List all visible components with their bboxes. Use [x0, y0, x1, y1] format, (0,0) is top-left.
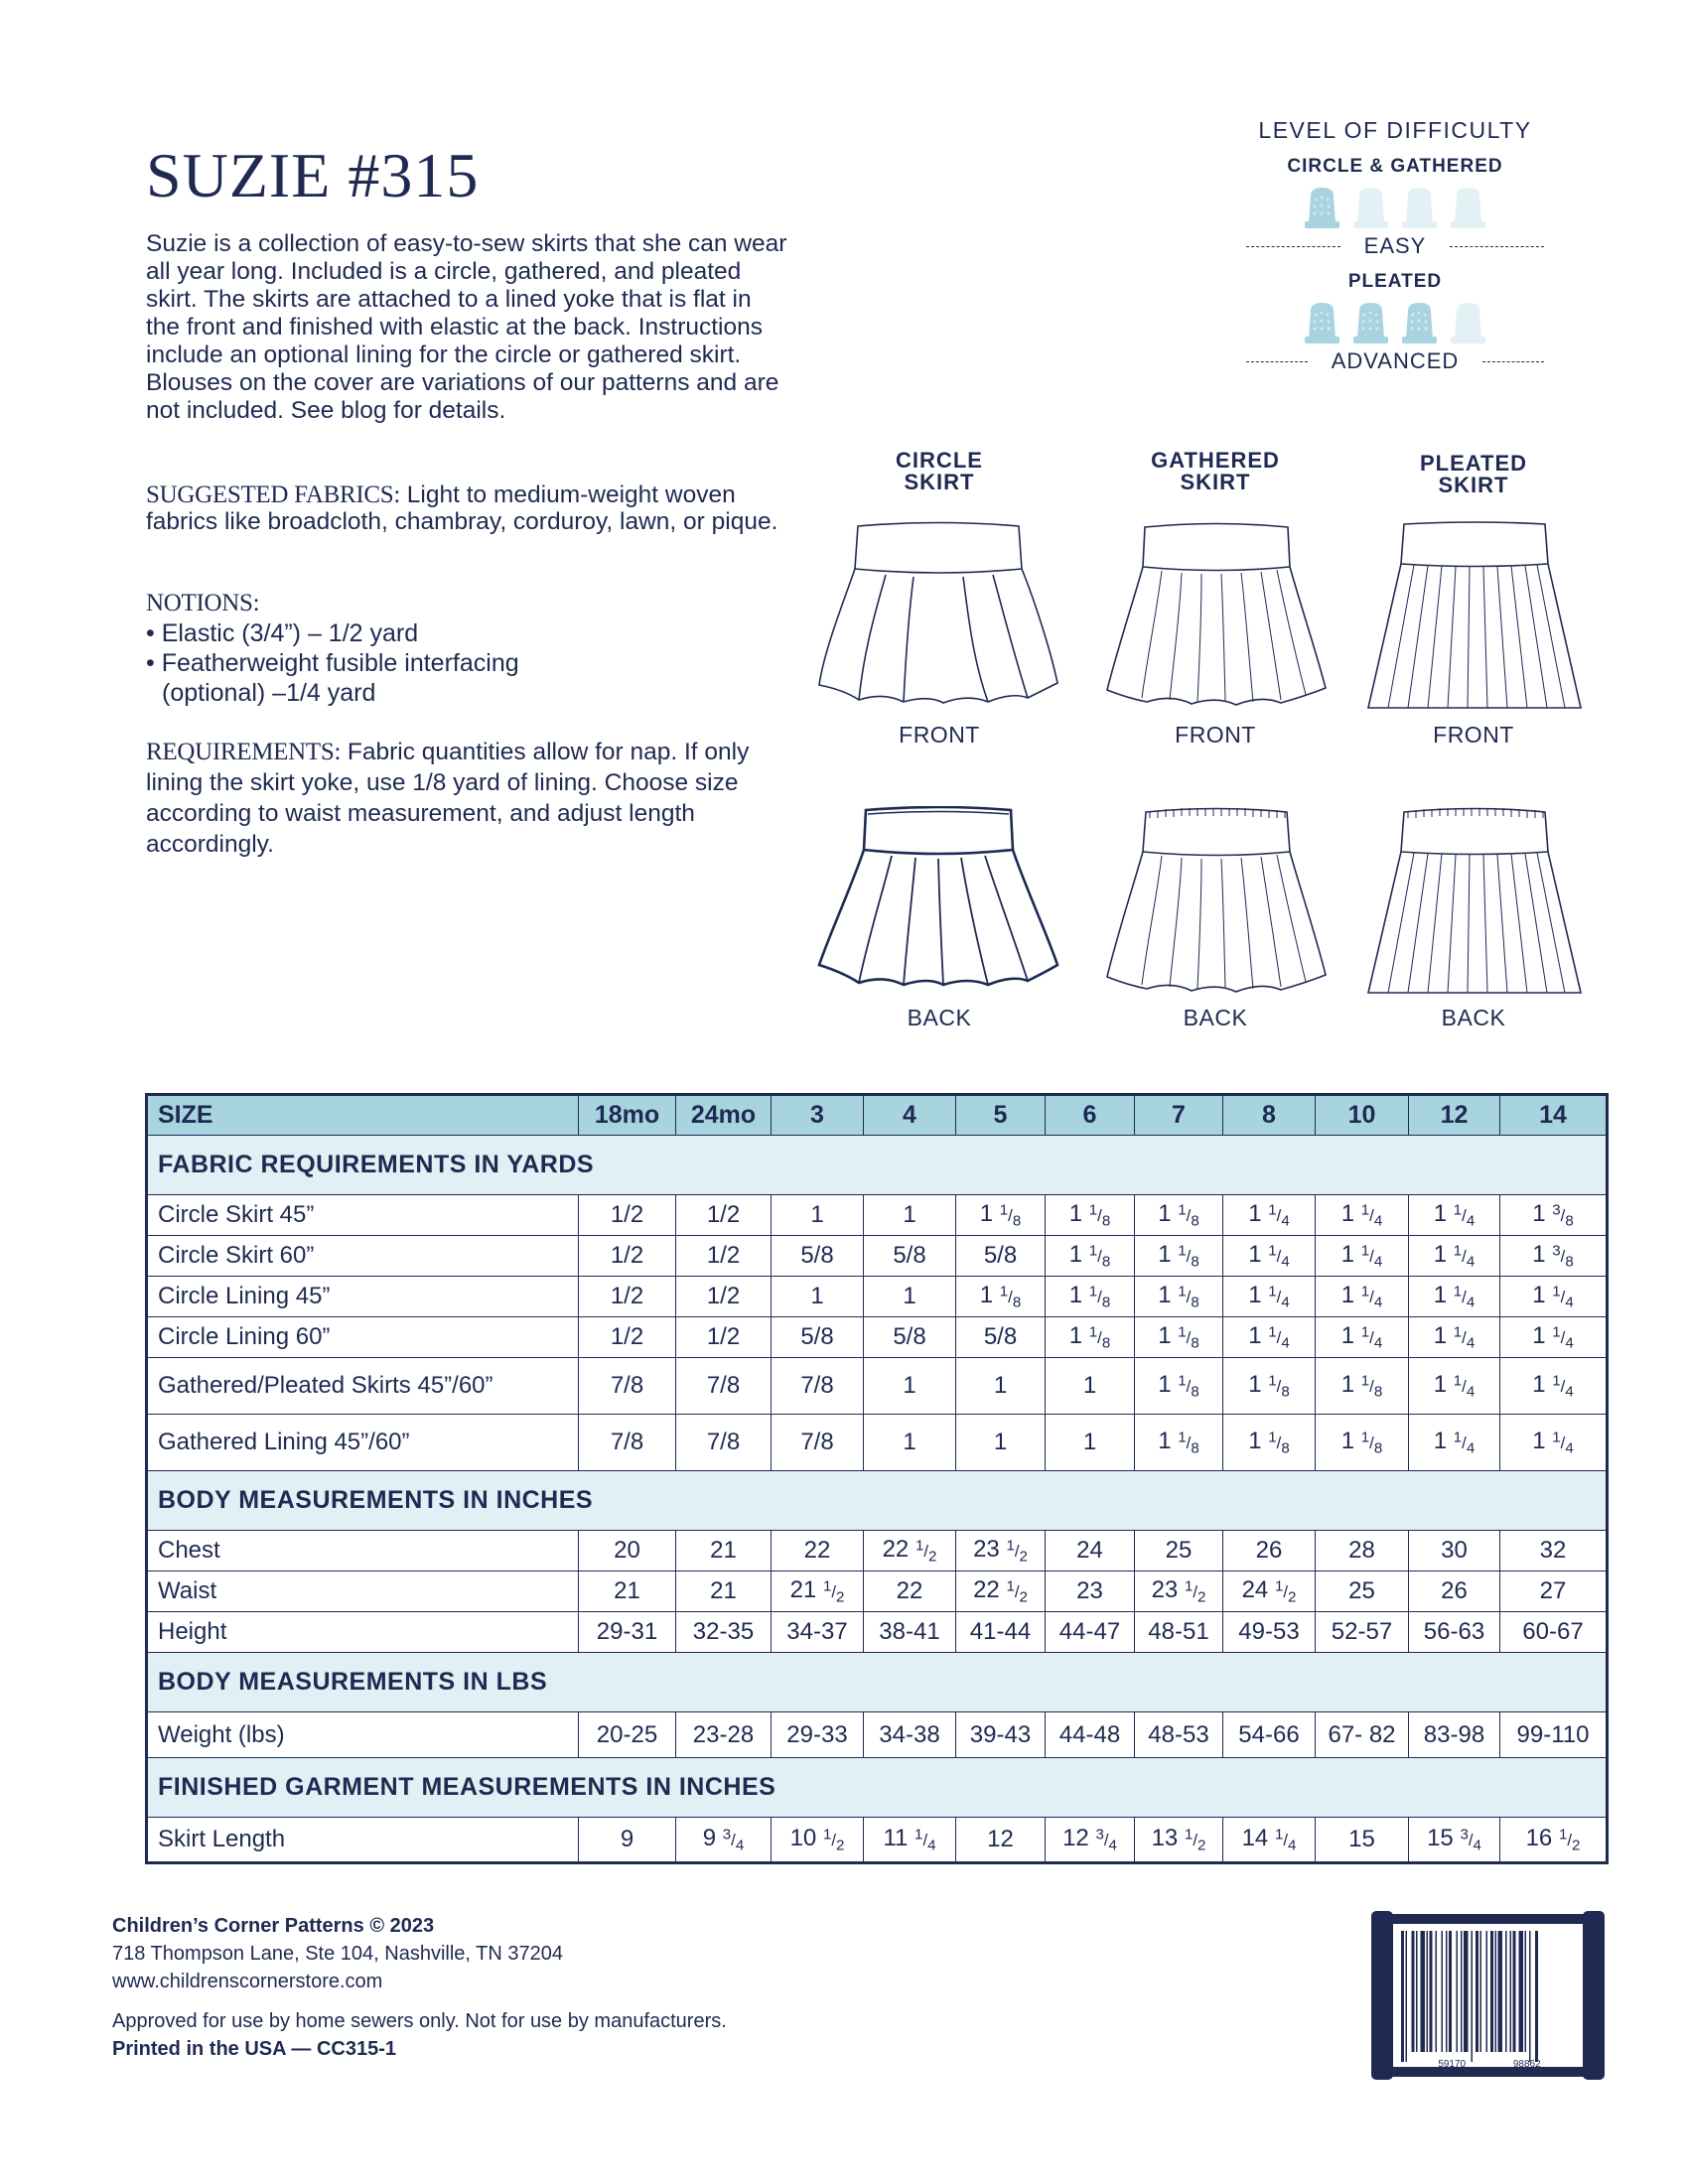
table-cell: 23 $^1/_2$: [956, 1531, 1046, 1571]
section-row: [147, 1758, 1608, 1818]
table-cell: 7/8: [676, 1415, 772, 1471]
table-cell: 60-67: [1500, 1612, 1608, 1653]
row-label: Weight (lbs): [147, 1712, 579, 1758]
section-title: FINISHED GARMENT MEASUREMENTS IN INCHES: [147, 1758, 1608, 1818]
page-title: SUZIE #315: [146, 140, 480, 210]
barcode-bar: [1490, 1931, 1493, 2052]
table-cell: 27: [1500, 1571, 1608, 1612]
table-cell: 1: [864, 1195, 956, 1236]
circle-skirt-front-illustration: [814, 521, 1062, 720]
table-row: [147, 1277, 1608, 1317]
table-cell: 1 $^1/_4$: [1500, 1415, 1608, 1471]
row-label: Circle Lining 45”: [147, 1277, 579, 1317]
barcode-bar: [1525, 1931, 1527, 2052]
table-cell: 5/8: [772, 1317, 864, 1358]
thimble-filled-icon: [1399, 301, 1440, 344]
barcode-digit-group: 4: [1588, 2059, 1594, 2070]
barcode-bar: [1421, 1931, 1426, 2052]
barcode-digit-group: 7: [1385, 2059, 1391, 2070]
table-cell: 1 $^1/_8$: [956, 1277, 1046, 1317]
table-row: [147, 1712, 1608, 1758]
table-cell: 1: [1046, 1415, 1135, 1471]
pleated-skirt-back-illustration: [1360, 806, 1589, 1005]
skirt-heading-line: GATHERED: [1151, 448, 1280, 473]
thimble-empty-icon: [1448, 301, 1488, 344]
table-cell: 1 $^1/_4$: [1500, 1277, 1608, 1317]
size-header-cell: 4: [864, 1095, 956, 1136]
size-header-cell: 14: [1500, 1095, 1608, 1136]
barcode-bar: [1480, 1931, 1482, 2052]
barcode-digit-group: 59170: [1438, 2059, 1467, 2070]
barcode-bar: [1519, 1931, 1524, 2052]
barcode-bar: [1446, 1931, 1448, 2052]
difficulty-level-text: EASY: [1363, 233, 1427, 258]
size-header-cell: 10: [1316, 1095, 1409, 1136]
table-cell: 15 $^3/_4$: [1409, 1818, 1500, 1863]
table-cell: 1 $^1/_4$: [1500, 1358, 1608, 1415]
barcode-bar: [1529, 1931, 1531, 2062]
table-cell: 1 $^1/_8$: [1135, 1236, 1223, 1277]
table-cell: 1 $^1/_8$: [1135, 1358, 1223, 1415]
table-cell: 16 $^1/_2$: [1500, 1818, 1608, 1863]
table-cell: 9: [579, 1818, 676, 1863]
table-cell: 1 $^1/_8$: [1046, 1195, 1135, 1236]
skirt-view-label: FRONT: [1175, 722, 1256, 748]
table-cell: 7/8: [676, 1358, 772, 1415]
table-cell: 1 $^1/_4$: [1223, 1236, 1316, 1277]
table-cell: 20-25: [579, 1712, 676, 1758]
barcode-bar: [1401, 1931, 1404, 2062]
row-label: Height: [147, 1612, 579, 1653]
skirt-heading-line: SKIRT: [904, 470, 975, 494]
table-cell: 23: [1046, 1571, 1135, 1612]
table-cell: 1: [864, 1277, 956, 1317]
table-cell: 1 $^3/_8$: [1500, 1195, 1608, 1236]
publisher-website: www.childrenscornerstore.com: [112, 1971, 383, 1992]
circle-skirt-back-illustration: [814, 806, 1062, 1005]
table-cell: 49-53: [1223, 1612, 1316, 1653]
barcode-bar: [1476, 1931, 1478, 2052]
barcode-bar: [1505, 1931, 1507, 2052]
barcode-bar: [1427, 1931, 1429, 2052]
table-cell: 1: [772, 1277, 864, 1317]
notions: [146, 589, 791, 708]
table-cell: 1 $^1/_8$: [1046, 1236, 1135, 1277]
barcode-bar: [1535, 1931, 1538, 2062]
table-cell: 25: [1316, 1571, 1409, 1612]
row-label: Waist: [147, 1571, 579, 1612]
size-header-cell: 24mo: [676, 1095, 772, 1136]
table-cell: 1 $^1/_8$: [1046, 1277, 1135, 1317]
table-cell: 1 $^1/_4$: [1409, 1277, 1500, 1317]
thimble-filled-icon: [1302, 186, 1342, 229]
table-cell: 39-43: [956, 1712, 1046, 1758]
skirt-heading-gathered: [1116, 450, 1315, 493]
notions-item: • Featherweight fusible interfacing: [146, 649, 519, 677]
table-cell: 5/8: [864, 1236, 956, 1277]
row-label: Gathered Lining 45”/60”: [147, 1415, 579, 1471]
table-cell: 1: [864, 1358, 956, 1415]
table-cell: 1 $^1/_4$: [1223, 1317, 1316, 1358]
difficulty-level-text: ADVANCED: [1331, 348, 1460, 373]
table-row: [147, 1818, 1608, 1863]
table-cell: 21 $^1/_2$: [772, 1571, 864, 1612]
row-label: Circle Skirt 60”: [147, 1236, 579, 1277]
table-cell: 1 $^1/_8$: [1223, 1358, 1316, 1415]
skirt-view-label: BACK: [1441, 1005, 1506, 1030]
gathered-skirt-front-illustration: [1102, 521, 1331, 715]
difficulty-group-name: CIRCLE & GATHERED: [1287, 156, 1503, 177]
table-cell: 34-38: [864, 1712, 956, 1758]
table-cell: 41-44: [956, 1612, 1046, 1653]
table-cell: 44-47: [1046, 1612, 1135, 1653]
table-cell: 32-35: [676, 1612, 772, 1653]
thimble-empty-icon: [1350, 186, 1391, 229]
print-info: Printed in the USA — CC315-1: [112, 2038, 396, 2060]
table-cell: 13 $^1/_2$: [1135, 1818, 1223, 1863]
suggested-fabrics-text: Light to medium-weight woven fabrics like broadcloth, chambray, corduroy, lawn, or pique.: [146, 481, 778, 535]
thimble-rating: [1246, 301, 1544, 344]
table-cell: 11 $^1/_4$: [864, 1818, 956, 1863]
size-header-cell: 3: [772, 1095, 864, 1136]
table-cell: 1: [956, 1415, 1046, 1471]
table-cell: 1/2: [579, 1195, 676, 1236]
publisher-name: Children’s Corner Patterns © 2023: [112, 1915, 435, 1937]
size-chart-body: [147, 1136, 1608, 1863]
suggested-fabrics-label: SUGGESTED FABRICS:: [146, 481, 400, 508]
table-cell: 1 $^1/_8$: [956, 1195, 1046, 1236]
table-cell: 1 $^1/_4$: [1409, 1415, 1500, 1471]
thimble-rating: [1246, 186, 1544, 229]
section-title: BODY MEASUREMENTS IN INCHES: [147, 1471, 1608, 1531]
size-header-cell: 7: [1135, 1095, 1223, 1136]
difficulty-group-name: PLEATED: [1347, 271, 1443, 292]
size-header-row: [147, 1095, 1608, 1136]
table-cell: 5/8: [956, 1236, 1046, 1277]
barcode-bar: [1486, 1931, 1488, 2052]
suggested-fabrics: [146, 481, 791, 535]
table-row: [147, 1571, 1608, 1612]
table-cell: 1: [864, 1415, 956, 1471]
skirt-view-label: FRONT: [899, 722, 980, 748]
skirt-view-label: BACK: [907, 1005, 972, 1030]
table-cell: 7/8: [772, 1358, 864, 1415]
section-row: [147, 1471, 1608, 1531]
row-label: Skirt Length: [147, 1818, 579, 1863]
size-header-cell: 12: [1409, 1095, 1500, 1136]
row-label: Circle Skirt 45”: [147, 1195, 579, 1236]
table-cell: 5/8: [772, 1236, 864, 1277]
table-cell: 1 $^1/_8$: [1135, 1277, 1223, 1317]
skirt-heading-circle: [840, 450, 1039, 493]
table-row: [147, 1358, 1608, 1415]
table-cell: 1: [956, 1358, 1046, 1415]
table-cell: 14 $^1/_4$: [1223, 1818, 1316, 1863]
requirements-label: REQUIREMENTS:: [146, 739, 342, 765]
size-chart-table: [145, 1093, 1609, 1864]
table-cell: 1/2: [579, 1317, 676, 1358]
publisher-footer: [112, 1912, 727, 2063]
skirt-view-label: FRONT: [1433, 722, 1514, 748]
table-cell: 21: [676, 1531, 772, 1571]
skirt-heading-line: SKIRT: [1180, 470, 1251, 494]
barcode-bar: [1461, 1931, 1463, 2052]
table-cell: 15: [1316, 1818, 1409, 1863]
table-cell: 44-48: [1046, 1712, 1135, 1758]
table-cell: 26: [1223, 1531, 1316, 1571]
table-cell: 38-41: [864, 1612, 956, 1653]
table-cell: 21: [579, 1571, 676, 1612]
table-cell: 29-33: [772, 1712, 864, 1758]
row-label: Chest: [147, 1531, 579, 1571]
barcode: [1371, 1911, 1605, 2080]
table-cell: 22 $^1/_2$: [864, 1531, 956, 1571]
thimble-empty-icon: [1399, 186, 1440, 229]
table-cell: 20: [579, 1531, 676, 1571]
size-header-cell: 8: [1223, 1095, 1316, 1136]
notions-item: • Elastic (3/4”) – 1/2 yard: [146, 619, 419, 647]
table-cell: 1 $^1/_4$: [1223, 1195, 1316, 1236]
barcode-digits: [1385, 2059, 1594, 2070]
table-cell: 1/2: [579, 1277, 676, 1317]
table-cell: 1 $^1/_4$: [1316, 1236, 1409, 1277]
difficulty-panel: [1246, 117, 1544, 376]
table-cell: 28: [1316, 1531, 1409, 1571]
table-row: [147, 1612, 1608, 1653]
barcode-bar: [1449, 1931, 1452, 2052]
notions-item: (optional) –1/4 yard: [162, 679, 376, 707]
table-cell: 25: [1135, 1531, 1223, 1571]
table-row: [147, 1195, 1608, 1236]
table-cell: 48-51: [1135, 1612, 1223, 1653]
table-cell: 1: [772, 1195, 864, 1236]
size-header-cell: 5: [956, 1095, 1046, 1136]
barcode-bar: [1436, 1931, 1438, 2052]
table-cell: 1/2: [676, 1195, 772, 1236]
table-cell: 12 $^3/_4$: [1046, 1818, 1135, 1863]
skirt-heading-pleated: [1374, 453, 1573, 496]
size-header-cell: 6: [1046, 1095, 1135, 1136]
barcode-bar: [1412, 1931, 1415, 2052]
size-header-label: SIZE: [147, 1095, 579, 1136]
table-cell: 1 $^1/_4$: [1409, 1195, 1500, 1236]
table-row: [147, 1415, 1608, 1471]
section-row: [147, 1136, 1608, 1195]
barcode-bar: [1430, 1931, 1433, 2052]
table-cell: 1 $^1/_8$: [1135, 1195, 1223, 1236]
table-cell: 1 $^1/_8$: [1316, 1358, 1409, 1415]
barcode-bar: [1464, 1931, 1469, 2052]
table-cell: 32: [1500, 1531, 1608, 1571]
difficulty-title: LEVEL OF DIFFICULTY: [1258, 117, 1532, 143]
table-cell: 1 $^1/_8$: [1135, 1415, 1223, 1471]
barcode-bar: [1457, 1931, 1459, 2052]
table-cell: 99-110: [1500, 1712, 1608, 1758]
table-cell: 48-53: [1135, 1712, 1223, 1758]
table-cell: 1 $^1/_8$: [1046, 1317, 1135, 1358]
table-cell: 23 $^1/_2$: [1135, 1571, 1223, 1612]
requirements: [146, 737, 791, 860]
section-title: BODY MEASUREMENTS IN LBS: [147, 1653, 1608, 1712]
section-title: FABRIC REQUIREMENTS IN YARDS: [147, 1136, 1608, 1195]
table-cell: 30: [1409, 1531, 1500, 1571]
table-cell: 67- 82: [1316, 1712, 1409, 1758]
table-cell: 1 $^1/_4$: [1409, 1317, 1500, 1358]
table-cell: 1: [1046, 1358, 1135, 1415]
section-row: [147, 1653, 1608, 1712]
table-cell: 1 $^1/_4$: [1223, 1277, 1316, 1317]
table-cell: 5/8: [956, 1317, 1046, 1358]
table-cell: 22: [772, 1531, 864, 1571]
table-cell: 1 $^1/_8$: [1223, 1415, 1316, 1471]
pleated-skirt-front-illustration: [1360, 521, 1589, 715]
table-cell: 10 $^1/_2$: [772, 1818, 864, 1863]
table-cell: 26: [1409, 1571, 1500, 1612]
table-cell: 54-66: [1223, 1712, 1316, 1758]
table-cell: 21: [676, 1571, 772, 1612]
table-cell: 1 $^1/_4$: [1316, 1195, 1409, 1236]
table-row: [147, 1531, 1608, 1571]
table-cell: 1 $^1/_4$: [1500, 1317, 1608, 1358]
barcode-bar: [1510, 1931, 1512, 2052]
row-label: Circle Lining 60”: [147, 1317, 579, 1358]
table-cell: 22 $^1/_2$: [956, 1571, 1046, 1612]
table-cell: 5/8: [864, 1317, 956, 1358]
skirt-heading-line: CIRCLE: [896, 448, 983, 473]
barcode-bar: [1472, 1931, 1474, 2062]
table-row: [147, 1236, 1608, 1277]
table-cell: 1/2: [676, 1277, 772, 1317]
size-chart: [145, 1093, 1606, 1864]
thimble-filled-icon: [1350, 301, 1391, 344]
difficulty-level-label: [1246, 348, 1544, 376]
table-cell: 23-28: [676, 1712, 772, 1758]
barcode-bar: [1406, 1931, 1408, 2062]
barcode-bar: [1498, 1931, 1503, 2052]
table-cell: 7/8: [579, 1358, 676, 1415]
gathered-skirt-back-illustration: [1102, 806, 1331, 1005]
skirt-heading-line: SKIRT: [1438, 473, 1509, 497]
thimble-filled-icon: [1302, 301, 1342, 344]
table-cell: 1/2: [676, 1317, 772, 1358]
barcode-bar: [1416, 1931, 1418, 2052]
table-cell: 1/2: [676, 1236, 772, 1277]
table-cell: 24 $^1/_2$: [1223, 1571, 1316, 1612]
row-label: Gathered/Pleated Skirts 45”/60”: [147, 1358, 579, 1415]
table-cell: 22: [864, 1571, 956, 1612]
usage-notice: Approved for use by home sewers only. Not for use by manufacturers.: [112, 2010, 727, 2032]
table-row: [147, 1317, 1608, 1358]
publisher-address: 718 Thompson Lane, Ste 104, Nashville, TN 37204: [112, 1943, 564, 1965]
notions-label: NOTIONS:: [146, 590, 260, 616]
table-cell: 1/2: [579, 1236, 676, 1277]
thimble-empty-icon: [1448, 186, 1488, 229]
table-cell: 29-31: [579, 1612, 676, 1653]
barcode-bar: [1513, 1931, 1516, 2052]
table-cell: 1 $^1/_8$: [1135, 1317, 1223, 1358]
table-cell: 1 $^1/_4$: [1316, 1317, 1409, 1358]
barcode-bar: [1495, 1931, 1497, 2052]
skirt-view-label: BACK: [1183, 1005, 1248, 1030]
barcode-digit-group: 98862: [1512, 2059, 1541, 2070]
table-cell: 12: [956, 1818, 1046, 1863]
intro-paragraph: Suzie is a collection of easy-to-sew skirts that she can wear all year long. Included is a circle, gathered, and pleated skirt. The skirts are attached to a lined yoke that is flat in the front and finished with elastic at the back. Instructions include an optional lining for the circle or gathered skirt. Blouses on the cover are variations of our patterns and are not included. See blog for details.: [146, 230, 787, 424]
table-cell: 7/8: [579, 1415, 676, 1471]
requirements-text: Fabric quantities allow for nap. If only lining the skirt yoke, use 1/8 yard of lining. Choose size according to waist measurement, and adjust length accordingly.: [146, 739, 750, 858]
skirt-heading-line: PLEATED: [1419, 451, 1528, 476]
table-cell: 1 $^1/_4$: [1316, 1277, 1409, 1317]
table-cell: 1 $^3/_8$: [1500, 1236, 1608, 1277]
table-cell: 83-98: [1409, 1712, 1500, 1758]
size-header-cell: 18mo: [579, 1095, 676, 1136]
barcode-bar: [1442, 1931, 1444, 2052]
table-cell: 1 $^1/_4$: [1409, 1358, 1500, 1415]
table-cell: 1 $^1/_8$: [1316, 1415, 1409, 1471]
table-cell: 9 $^3/_4$: [676, 1818, 772, 1863]
difficulty-level-label: [1246, 233, 1544, 261]
table-cell: 24: [1046, 1531, 1135, 1571]
table-cell: 1 $^1/_4$: [1409, 1236, 1500, 1277]
table-cell: 34-37: [772, 1612, 864, 1653]
table-cell: 7/8: [772, 1415, 864, 1471]
table-cell: 56-63: [1409, 1612, 1500, 1653]
table-cell: 52-57: [1316, 1612, 1409, 1653]
